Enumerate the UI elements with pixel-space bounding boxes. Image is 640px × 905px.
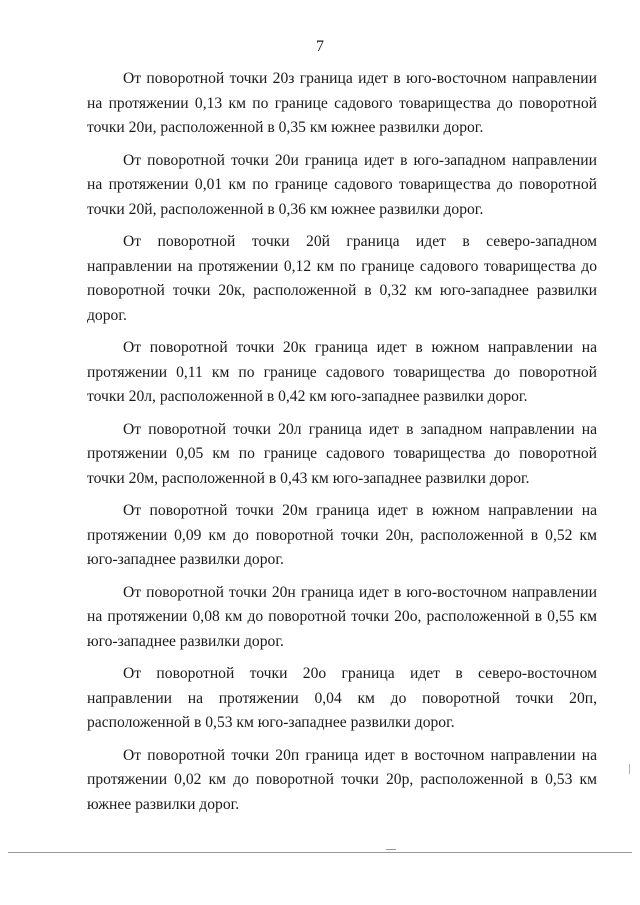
paragraph-2: От поворотной точки 20и граница идет в юго-западном направлении на протяжении 0,01 км по границе садового товарищества до поворотной точки 20й, расположенной в 0,36 км южнее развилки дорог.: [87, 151, 597, 218]
paragraph-7: От поворотной точки 20н граница идет в юго-восточном направлении на протяжении 0,08 км до поворотной точки 20о, расположенной в 0,55 км юго-западнее развилки дорог.: [87, 583, 597, 650]
footer-rule-tick: [386, 849, 396, 850]
paragraph-5: От поворотной точки 20л граница идет в западном направлении на протяжении 0,05 км по границе садового товарищества до поворотной точки 20м, расположенной в 0,43 км юго-западнее развилки дорог.: [87, 420, 597, 487]
paragraph-9: От поворотной точки 20п граница идет в восточном направлении на протяжении 0,02 км до поворотной точки 20р, расположенной в 0,53 км южнее развилки дорог.: [87, 746, 597, 813]
paragraph-3: От поворотной точки 20й граница идет в северо-западном направлении на протяжении 0,12 км по границе садового товарищества до поворотной точки 20к, расположенной в 0,32 км юго-западнее развилки дорог.: [87, 233, 597, 324]
footer-rule: [8, 852, 632, 853]
page-number: 7: [316, 38, 324, 55]
document-body: [87, 67, 597, 825]
margin-scan-mark: [629, 764, 630, 774]
paragraph-4: От поворотной точки 20к граница идет в южном направлении на протяжении 0,11 км по границе садового товарищества до поворотной точки 20л, расположенной в 0,42 км юго-западнее развилки дорог.: [87, 339, 597, 405]
paragraph-1: От поворотной точки 20з граница идет в юго-восточном направлении на протяжении 0,13 км по границе садового товарищества до поворотной точки 20и, расположенной в 0,35 км южнее развилки дорог.: [87, 70, 597, 136]
paragraph-8: От поворотной точки 20о граница идет в северо-восточном направлении на протяжении 0,04 км до поворотной точки 20п, расположенной в 0,53 км юго-западнее развилки дорог.: [87, 665, 597, 731]
paragraph-6: От поворотной точки 20м граница идет в южном направлении на протяжении 0,09 км до поворотной точки 20н, расположенной в 0,52 км юго-западнее развилки дорог.: [87, 502, 597, 568]
